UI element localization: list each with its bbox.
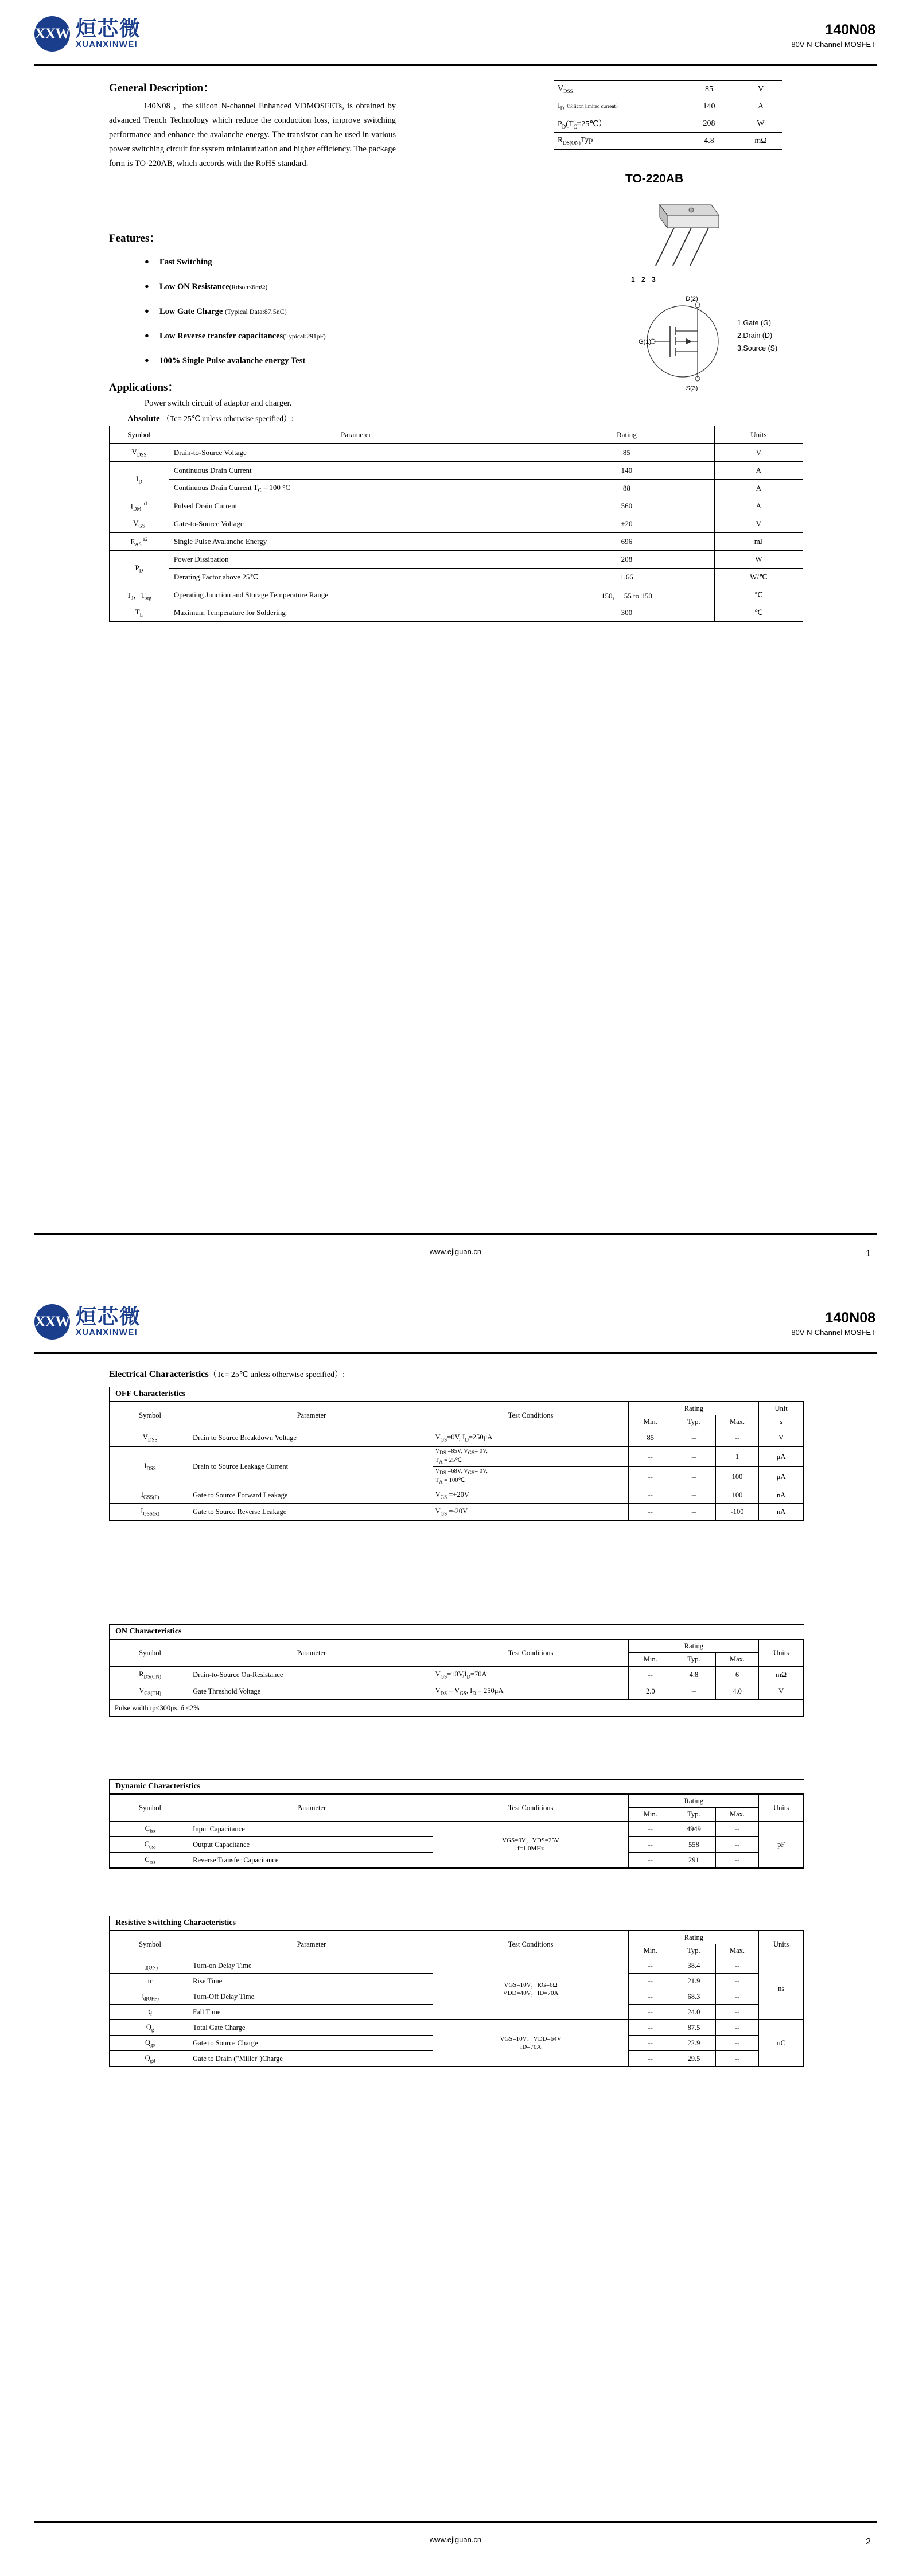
switching-characteristics-table <box>110 1931 804 2067</box>
company-logo <box>34 16 141 52</box>
col-max: Max. <box>715 1653 759 1667</box>
col-min: Min. <box>629 1415 672 1429</box>
col-symbol: Symbol <box>110 1640 190 1667</box>
page-2-header <box>0 1288 911 1357</box>
package-title: TO-220AB <box>625 172 684 185</box>
col-symbol: Symbol <box>110 426 169 444</box>
col-rating: Rating <box>629 1640 759 1653</box>
switching-characteristics-block <box>109 1916 804 2067</box>
table-row: Continuous Drain Current $T_C = 100$ °C 88 A <box>110 480 803 497</box>
col-parameter: Parameter <box>169 426 539 444</box>
col-typ: Typ. <box>672 1944 716 1958</box>
table-row: $I_{DM}$ $^{a1}$ Pulsed Drain Current 560 A <box>110 497 803 515</box>
part-subtitle: 80V N-Channel MOSFET <box>791 1328 875 1337</box>
list-item: ● Low Reverse transfer capacitances(Typical:291pF) <box>145 332 326 341</box>
part-number: 140N08 <box>825 1310 875 1326</box>
table-row: tr Rise Time -- 21.9 -- <box>110 1974 804 1989</box>
col-symbol: Symbol <box>110 1931 190 1958</box>
table-row: $t_{d(ON)}$ Turn-on Delay Time VGS=10V，RG=6Ω VDD=40V，ID=70A -- 38.4 -- ns <box>110 1958 804 1974</box>
col-test-conditions: Test Conditions <box>433 1402 629 1429</box>
table-row: $I_{GSS(F)}$ Gate to Source Forward Leakage $V_{GS} =+20V$ -- -- 100 nA <box>110 1487 804 1504</box>
switching-unit-ns: ns <box>759 1958 804 2020</box>
svg-text:S(3): S(3) <box>686 385 698 392</box>
off-characteristics-table <box>110 1402 804 1520</box>
package-drawing <box>605 198 760 278</box>
table-row: $V_{GS(TH)}$ Gate Threshold Voltage $V_{DS} = V_{GS}$, $I_D = 250\mu A$ 2.0 -- 4.0 V <box>110 1683 804 1700</box>
features-list <box>145 258 326 366</box>
dynamic-characteristics-block <box>109 1779 804 1869</box>
footer-url[interactable]: www.ejiguan.cn <box>429 1247 482 1256</box>
on-characteristics-table <box>110 1639 804 1717</box>
col-typ: Typ. <box>672 1415 716 1429</box>
summary-symbol: $R_{DS(ON)}Typ$ <box>554 133 679 150</box>
summary-symbol: $P_D(T_C=25℃)$ <box>554 115 679 133</box>
table-row <box>554 81 782 98</box>
col-unit: Unit <box>759 1402 804 1415</box>
col-units: Units <box>759 1931 804 1958</box>
table-row: $C_{rss}$ Reverse Transfer Capacitance -- 291 -- <box>110 1853 804 1868</box>
footer-url[interactable]: www.ejiguan.cn <box>429 2535 482 2544</box>
section-heading: Resistive Switching Characteristics <box>110 1916 804 1931</box>
footer-divider <box>34 1233 877 1235</box>
table-row: $P_D$ Power Dissipation 208 W <box>110 551 803 569</box>
col-unit-cont: s <box>759 1415 804 1429</box>
table-row: $I_{GSS(R)}$ Gate to Source Reverse Leakage $V_{GS} =-20V$ -- -- -100 nA <box>110 1504 804 1520</box>
col-typ: Typ. <box>672 1808 716 1822</box>
col-min: Min. <box>629 1808 672 1822</box>
off-characteristics-block <box>109 1387 804 1521</box>
summary-unit: A <box>739 98 782 115</box>
company-logo <box>34 1304 141 1340</box>
col-symbol: Symbol <box>110 1795 190 1822</box>
features-title: Features： <box>109 232 161 244</box>
table-row: $I_{DSS}$ Drain to Source Leakage Current $V_{DS} =85V$, $V_{GS}= 0V$, $T_A$ = 25℃ -- -- 1 μA <box>110 1447 804 1467</box>
table-row: $Q_{gd}$ Gate to Drain ("Miller")Charge -- 29.5 -- <box>110 2051 804 2067</box>
general-description-body: 140N08 ，the silicon N-channel Enhanced VDMOSFETs, is obtained by advanced Trench Technology which reduce the conduction loss, improve switching performance and enhance the avalanche energy. The transistor can be used in various power switching circuit for system miniaturization and higher efficiency. The package form is TO-220AB, which accords with the RoHS standard. <box>109 102 396 168</box>
table-header-row <box>110 426 803 444</box>
applications-section <box>109 379 291 408</box>
summary-symbol: $V_{DSS}$ <box>554 81 679 98</box>
section-heading: Dynamic Characteristics <box>110 1780 804 1794</box>
table-row: $C_{iss}$ Input Capacitance VGS=0V，VDS=25V f=1.0MHz -- 4949 -- pF <box>110 1822 804 1837</box>
table-row: $t_f$ Fall Time -- 24.0 -- <box>110 2005 804 2020</box>
general-description-section <box>109 79 396 171</box>
col-max: Max. <box>715 1415 759 1429</box>
col-typ: Typ. <box>672 1653 716 1667</box>
logo-mark-icon: XXW <box>34 16 70 52</box>
pin-legend <box>737 317 777 355</box>
col-units: Units <box>759 1640 804 1667</box>
list-item: ● Fast Switching <box>145 258 326 267</box>
header-divider <box>34 1352 877 1354</box>
table-row: $R_{DS(ON)}$ Drain-to-Source On-Resistance $V_{GS}=10V,I_D=70A$ -- 4.8 6 mΩ <box>110 1667 804 1683</box>
col-max: Max. <box>715 1808 759 1822</box>
table-row: $T_L$ Maximum Temperature for Soldering 300 ℃ <box>110 604 803 622</box>
company-name-cn: 烜芯微 <box>76 1305 142 1329</box>
logo-mark-icon: XXW <box>34 1304 70 1340</box>
dynamic-characteristics-table <box>110 1794 804 1868</box>
on-characteristics-note: Pulse width tp≤300μs, δ ≤2% <box>110 1700 804 1717</box>
table-row: $V_{DSS}$ Drain-to-Source Voltage 85 V <box>110 444 803 462</box>
table-header-row <box>110 1640 804 1653</box>
table-row: $Q_g$ Total Gate Charge VGS=10V，VDD=64V ID=70A -- 87.5 -- nC <box>110 2020 804 2036</box>
part-number: 140N08 <box>825 22 875 38</box>
svg-text:G(1): G(1) <box>639 338 651 345</box>
list-item: ● Low ON Resistance(Rdson≤6mΩ) <box>145 282 326 292</box>
list-item: ● Low Gate Charge (Typical Data:87.5nC) <box>145 307 326 317</box>
table-row <box>554 98 782 115</box>
part-subtitle: 80V N-Channel MOSFET <box>791 40 875 49</box>
table-row: Derating Factor above 25℃ 1.66 W/℃ <box>110 569 803 586</box>
section-heading: ON Characteristics <box>110 1625 804 1639</box>
table-row: $C_{oss}$ Output Capacitance -- 558 -- <box>110 1837 804 1853</box>
section-heading: OFF Characteristics <box>110 1387 804 1402</box>
col-parameter: Parameter <box>190 1931 433 1958</box>
general-description-title: General Description： <box>109 82 215 94</box>
summary-value: 140 <box>679 98 739 115</box>
page-1-header <box>0 0 911 69</box>
col-parameter: Parameter <box>190 1640 433 1667</box>
table-row: $t_{d(OFF)}$ Turn-Off Delay Time -- 68.3 -- <box>110 1989 804 2005</box>
page-number: 2 <box>866 2537 871 2547</box>
summary-unit: W <box>739 115 782 133</box>
col-parameter: Parameter <box>190 1795 433 1822</box>
company-name-cn: 烜芯微 <box>76 17 142 41</box>
table-row <box>554 133 782 150</box>
company-name-en: XUANXINWEI <box>76 1328 138 1338</box>
summary-value: 85 <box>679 81 739 98</box>
page-number: 1 <box>866 1249 871 1259</box>
header-divider <box>34 64 877 66</box>
col-test-conditions: Test Conditions <box>433 1640 629 1667</box>
absolute-max-table <box>109 426 803 622</box>
table-row <box>554 115 782 133</box>
page-2 <box>0 1288 911 2576</box>
applications-title: Applications： <box>109 382 179 394</box>
applications-body: Power switch circuit of adaptor and charger. <box>145 399 292 408</box>
col-units: Units <box>759 1795 804 1822</box>
summary-unit: V <box>739 81 782 98</box>
table-row: $V_{DSS}$ Drain to Source Breakdown Voltage $V_{GS}=0V$, $I_D=250\mu A$ 85 -- -- V <box>110 1429 804 1447</box>
summary-ratings-table <box>554 80 782 150</box>
col-parameter: Parameter <box>190 1402 433 1429</box>
col-rating: Rating <box>539 426 715 444</box>
absolute-max-title: Absolute （Tc= 25℃ unless otherwise specified）: <box>127 414 294 423</box>
electrical-characteristics-title: Electrical Characteristics（Tc= 25℃ unless otherwise specified）: <box>109 1369 345 1379</box>
features-section <box>109 229 326 381</box>
summary-unit: mΩ <box>739 133 782 150</box>
col-test-conditions: Test Conditions <box>433 1931 629 1958</box>
col-min: Min. <box>629 1653 672 1667</box>
col-min: Min. <box>629 1944 672 1958</box>
footer-divider <box>34 2521 877 2523</box>
on-characteristics-block <box>109 1624 804 1717</box>
package-pin-numbers: 1 2 3 <box>631 275 658 283</box>
switching-unit-nc: nC <box>759 2020 804 2067</box>
col-rating: Rating <box>629 1795 759 1808</box>
table-row <box>110 1700 804 1717</box>
table-row: $E_{AS}$ $^{a2}$ Single Pulse Avalanche Energy 696 mJ <box>110 533 803 551</box>
col-test-conditions: Test Conditions <box>433 1795 629 1822</box>
table-row: $V_{DS} =68V$, $V_{GS}= 0V$, $T_A$ = 100℃ -- -- 100 μA <box>110 1467 804 1487</box>
list-item: ● 100% Single Pulse avalanche energy Test <box>145 356 326 366</box>
summary-value: 208 <box>679 115 739 133</box>
table-row: $T_J$，$T_{stg}$ Operating Junction and Storage Temperature Range 150，−55 to 150 ℃ <box>110 586 803 604</box>
summary-value: 4.8 <box>679 133 739 150</box>
svg-text:D(2): D(2) <box>686 295 698 302</box>
legend-item: 1.Gate (G) <box>737 319 772 327</box>
table-row: $Q_{gs}$ Gate to Source Charge -- 22.9 -- <box>110 2036 804 2051</box>
summary-symbol: $I_D(Silicon$ limited current） <box>554 98 679 115</box>
dynamic-unit: pF <box>759 1822 804 1868</box>
legend-item: 3.Source (S) <box>737 344 778 352</box>
table-row: $I_D$ Continuous Drain Current 140 A <box>110 462 803 480</box>
company-name-en: XUANXINWEI <box>76 40 138 50</box>
table-header-row <box>110 1931 804 1944</box>
table-row: $V_{GS}$ Gate-to-Source Voltage ±20 V <box>110 515 803 533</box>
col-symbol: Symbol <box>110 1402 190 1429</box>
table-header-row <box>110 1402 804 1415</box>
legend-item: 2.Drain (D) <box>737 332 773 340</box>
col-rating: Rating <box>629 1931 759 1944</box>
col-units: Units <box>714 426 803 444</box>
col-rating: Rating <box>629 1402 759 1415</box>
table-header-row <box>110 1795 804 1808</box>
col-max: Max. <box>715 1944 759 1958</box>
